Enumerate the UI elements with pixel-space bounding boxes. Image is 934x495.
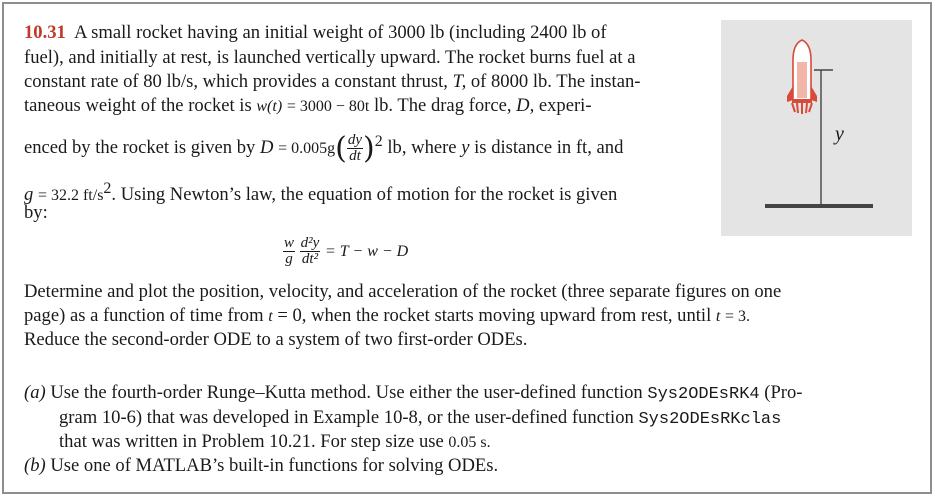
line9-t1: t xyxy=(268,308,273,325)
line7-text: by: xyxy=(24,202,48,223)
line3-b: of 8000 lb. The instan- xyxy=(470,71,641,92)
line6-sup: 2 xyxy=(103,180,112,197)
text-line-1 xyxy=(24,20,607,45)
line6-b: . Using Newton’s law, the equation of motion for the rocket is given xyxy=(111,184,618,206)
problem-number: 10.31 xyxy=(24,22,66,43)
text-line-6 xyxy=(24,176,617,208)
eq-frac1-top: w xyxy=(284,235,295,252)
part-b-text: Use one of MATLAB’s built-in functions for solving ODEs. xyxy=(50,455,499,476)
intro-text: A small rocket having an initial weight of 3000 lb (including 2400 lb of xyxy=(74,22,607,43)
line10-text: Reduce the second-order ODE to a system of two first-order ODEs. xyxy=(24,329,528,350)
d2y-dt2 xyxy=(300,236,321,267)
ground xyxy=(765,204,873,208)
code-sys2odesrkclas: Sys2ODEsRKclas xyxy=(638,410,782,429)
line5-b: lb, where xyxy=(387,137,457,159)
eq-frac1-bot: g xyxy=(285,251,293,268)
line9-t2: t xyxy=(715,308,721,325)
right-paren: ) xyxy=(363,130,375,166)
part-a-line3-b: 0.05 s. xyxy=(448,434,491,451)
line6-eq: = 32.2 ft/s xyxy=(37,187,104,205)
line3-T: T, xyxy=(452,71,467,92)
text-line-7 xyxy=(24,200,48,225)
line2-text: fuel), and initially at rest, is launched vertically upward. The rocket burns fuel at a xyxy=(24,47,636,68)
part-a-line2-a: gram 10-6) that was developed in Example 10-8, or the user-defined function xyxy=(59,407,634,428)
text-line-2 xyxy=(24,45,636,70)
equation-of-motion xyxy=(283,232,408,271)
left-paren: ( xyxy=(335,130,347,166)
part-b-line xyxy=(24,453,498,478)
frac-bot: dt xyxy=(349,148,361,165)
part-a-line1-a: Use the fourth-order Runge–Kutta method. Use either the user-defined function xyxy=(50,382,643,403)
line4-w: w(t) xyxy=(256,98,283,115)
line5-c: is distance in ft, and xyxy=(474,137,624,159)
eq-frac2-bot: dt² xyxy=(301,251,319,268)
text-line-4 xyxy=(24,93,592,119)
line5-a: enced by the rocket is given by xyxy=(24,137,256,159)
line5-D: D xyxy=(259,137,274,159)
line4-b: lb. The drag force, xyxy=(373,95,512,116)
line4-eq: = 3000 − 80t xyxy=(286,98,370,115)
part-a-line3-a: that was written in Problem 10.21. For step size use xyxy=(59,431,444,452)
line5-y: y xyxy=(461,137,470,159)
line9-a: page) as a function of time from xyxy=(24,305,264,326)
line9-eq2: = 3. xyxy=(725,308,751,325)
line4-a: taneous weight of the rocket is xyxy=(24,95,252,116)
line6-g: g xyxy=(24,184,34,206)
dy-dt-fraction xyxy=(347,133,363,164)
line9-eq1: = 0, when the rocket starts moving upward from rest, until xyxy=(277,305,712,326)
text-line-3 xyxy=(24,69,640,94)
eq-frac2-top: d²y xyxy=(300,235,320,252)
part-a-line1-b: (Pro- xyxy=(764,382,803,403)
line8-text: Determine and plot the position, velocity, and acceleration of the rocket (three separate figures on one xyxy=(24,281,782,302)
part-a-line-3 xyxy=(59,429,491,455)
text-line-10 xyxy=(24,327,527,352)
part-b-label: (b) xyxy=(24,455,46,476)
part-a-line-1 xyxy=(24,380,802,407)
line3-a: constant rate of 80 lb/s, which provides a constant thrust, xyxy=(24,71,448,92)
code-sys2odesrk4: Sys2ODEsRK4 xyxy=(647,385,760,404)
part-a-label: (a) xyxy=(24,382,46,403)
frac-top: dy xyxy=(347,132,362,149)
eq-rhs: = T − w − D xyxy=(324,243,409,260)
text-line-5 xyxy=(24,122,623,169)
text-line-9 xyxy=(24,303,750,329)
line4-c: experi- xyxy=(538,95,592,116)
rocket-figure xyxy=(721,20,912,236)
line5-eq: = 0.005g xyxy=(278,140,336,158)
part-a-line-2 xyxy=(59,405,781,432)
text-line-8 xyxy=(24,279,781,304)
rocket-icon xyxy=(787,40,817,114)
w-over-g xyxy=(283,236,295,267)
y-label: y xyxy=(835,123,844,145)
line4-D: D, xyxy=(516,95,535,116)
line5-sup: 2 xyxy=(374,133,383,150)
rocket-diagram xyxy=(721,20,912,236)
